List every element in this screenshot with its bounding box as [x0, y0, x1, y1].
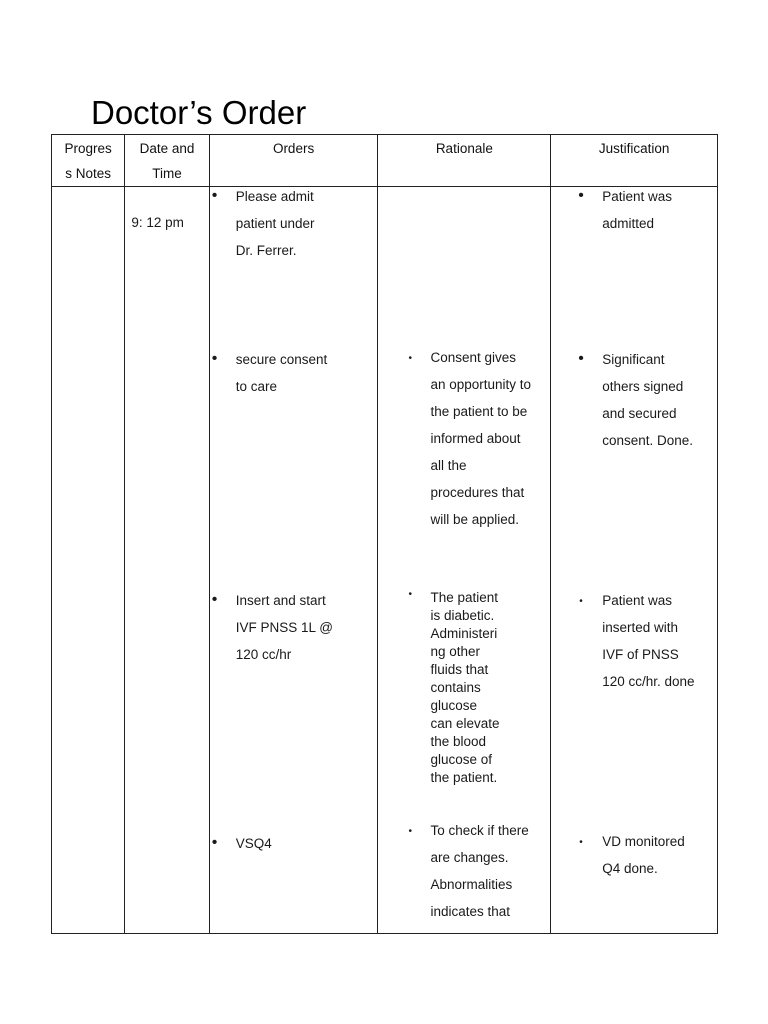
table-header-row: [52, 135, 718, 187]
rationale-line: the blood: [430, 734, 487, 749]
order-line: Insert and start: [235, 593, 326, 608]
justification-item: [579, 828, 685, 882]
justification-item: [579, 587, 695, 695]
page-title: Doctor’s Order: [91, 94, 307, 131]
order-line: 120 cc/hr: [235, 647, 292, 662]
order-item: [211, 187, 315, 264]
justification-line: VD monitored: [602, 834, 685, 849]
orders-cell: [209, 187, 378, 934]
header-progress-notes-line2: s Notes: [65, 166, 112, 181]
bullet-icon: •: [211, 591, 218, 608]
date-time-cell: [125, 187, 209, 934]
justification-cell: [551, 187, 718, 934]
rationale-line: fluids that: [430, 662, 489, 677]
rationale-line: can elevate: [430, 716, 500, 731]
order-line: VSQ4: [235, 836, 272, 851]
bullet-icon: •: [211, 187, 218, 204]
rationale-line: all the: [430, 458, 467, 473]
table-row: [52, 187, 718, 934]
rationale-line: Abnormalities: [430, 877, 513, 892]
header-rationale: [378, 135, 551, 187]
header-rationale-label: Rationale: [435, 141, 493, 156]
bullet-icon: •: [408, 589, 412, 600]
rationale-line: an opportunity to: [430, 377, 532, 392]
header-orders: [209, 135, 378, 187]
bullet-icon: •: [408, 826, 412, 837]
rationale-cell: [378, 187, 551, 934]
bullet-icon: •: [578, 350, 584, 367]
rationale-line: To check if there: [430, 823, 529, 838]
order-line: IVF PNSS 1L @: [235, 620, 333, 635]
bullet-icon: •: [578, 187, 584, 204]
header-date-time-line2: Time: [152, 166, 182, 181]
rationale-line: is diabetic.: [430, 608, 495, 623]
rationale-item: [408, 589, 500, 787]
rationale-line: the patient.: [430, 770, 498, 785]
rationale-line: contains: [430, 680, 481, 695]
header-justification: [551, 135, 718, 187]
bullet-icon: •: [211, 834, 218, 851]
rationale-line: glucose: [430, 698, 477, 713]
justification-item: [578, 187, 673, 237]
header-progress-notes: [52, 135, 125, 187]
order-item: [211, 830, 272, 857]
justification-line: Patient was: [602, 593, 673, 608]
header-date-time: [125, 135, 209, 187]
order-line: patient under: [235, 216, 315, 231]
rationale-line: procedures that: [430, 485, 525, 500]
bullet-icon: •: [211, 350, 218, 367]
order-line: Dr. Ferrer.: [235, 243, 297, 258]
header-progress-notes-line1: Progres: [64, 141, 112, 156]
rationale-line: indicates that: [430, 904, 511, 919]
header-justification-label: Justification: [598, 141, 670, 156]
justification-line: 120 cc/hr. done: [602, 674, 695, 689]
justification-line: IVF of PNSS: [602, 647, 679, 662]
justification-line: consent. Done.: [602, 433, 694, 448]
order-item: [211, 587, 333, 668]
justification-line: Significant: [602, 352, 665, 367]
justification-line: Patient was: [602, 189, 673, 204]
rationale-line: informed about: [430, 431, 521, 446]
justification-line: and secured: [602, 406, 677, 421]
rationale-line: The patient: [430, 590, 498, 605]
order-line: Please admit: [235, 189, 314, 204]
doctors-order-table: [51, 134, 718, 934]
rationale-line: will be applied.: [430, 512, 520, 527]
progress-notes-cell: [52, 187, 125, 934]
rationale-line: ng other: [430, 644, 480, 659]
header-orders-label: Orders: [272, 141, 315, 156]
rationale-line: are changes.: [430, 850, 509, 865]
rationale-line: Administeri: [430, 626, 498, 641]
justification-line: admitted: [602, 216, 654, 231]
bullet-icon: •: [408, 353, 412, 364]
header-date-time-line1: Date and: [139, 141, 195, 156]
rationale-line: Consent gives: [430, 350, 517, 365]
justification-line: others signed: [602, 379, 684, 394]
bullet-icon: •: [579, 596, 583, 607]
justification-line: inserted with: [602, 620, 679, 635]
justification-item: [578, 346, 694, 454]
justification-line: Q4 done.: [602, 861, 658, 876]
rationale-item: [408, 344, 532, 533]
order-item: [211, 346, 328, 400]
rationale-line: the patient to be: [430, 404, 528, 419]
date-time-value: 9: 12 pm: [131, 215, 184, 230]
rationale-item: [408, 817, 529, 925]
rationale-line: glucose of: [430, 752, 492, 767]
order-line: to care: [235, 379, 277, 394]
order-line: secure consent: [235, 352, 328, 367]
bullet-icon: •: [579, 837, 583, 848]
